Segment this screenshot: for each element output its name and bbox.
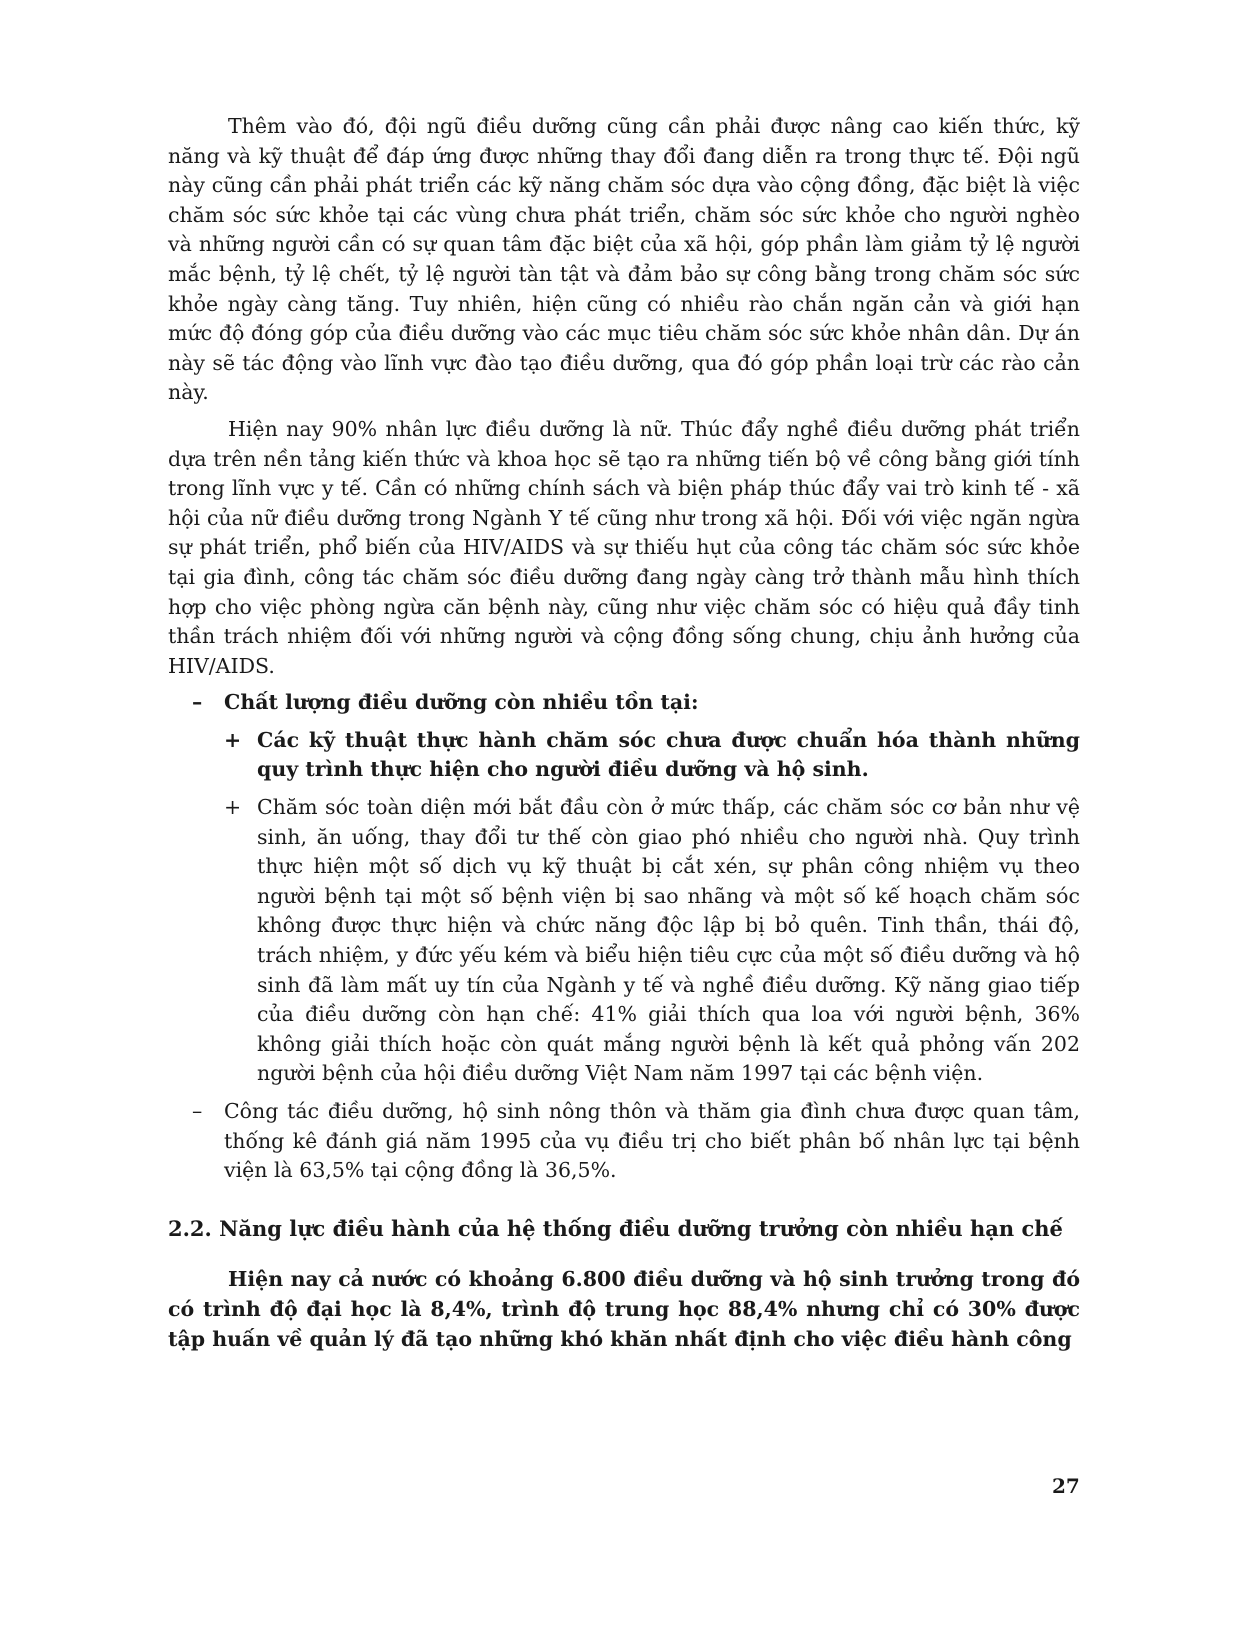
list-item-rural-nursing (168, 1097, 1080, 1186)
page-body (168, 112, 1080, 1361)
page-number: 27 (1052, 1474, 1080, 1498)
plus-bullet: + (224, 727, 242, 752)
section-heading: 2.2. Năng lực điều hành của hệ thống điều dưỡng trưởng còn nhiều hạn chế (168, 1215, 1063, 1241)
plus-bullet: + (224, 795, 242, 820)
dash-bullet: – (192, 1099, 203, 1123)
list-item-text: Chất lượng điều dưỡng còn nhiều tồn tại: (224, 690, 699, 715)
paragraph-1: Thêm vào đó, đội ngũ điều dưỡng cũng cần phải được nâng cao kiến thức, kỹ năng và kỹ thuật để đáp ứng được những thay đổi đang diễn ra trong thực tế. Đội ngũ này cũng cần phải phát triển các kỹ năng chăm sóc dựa vào cộng đồng, đặc biệt là việc chăm sóc sức khỏe tại các vùng chưa phát triển, chăm sóc sức khỏe cho người nghèo và những người cần có sự quan tâm đặc biệt của xã hội, góp phần làm giảm tỷ lệ người mắc bệnh, tỷ lệ chết, tỷ lệ người tàn tật và đảm bảo sự công bằng trong chăm sóc sức khỏe ngày càng tăng. Tuy nhiên, hiện cũng có nhiều rào chắn ngăn cản và giới hạn mức độ đóng góp của điều dưỡng vào các mục tiêu chăm sóc sức khỏe nhân dân. Dự án này sẽ tác động vào lĩnh vực đào tạo điều dưỡng, qua đó góp phần loại trừ các rào cản này. (168, 114, 1080, 405)
sublist-item-text: Chăm sóc toàn diện mới bắt đầu còn ở mức thấp, các chăm sóc cơ bản như vệ sinh, ăn uống, thay đổi tư thế còn giao phó nhiều cho người nhà. Quy trình thực hiện một số dịch vụ kỹ thuật bị cắt xén, sự phân công nhiệm vụ theo người bệnh tại một số bệnh viện bị sao nhãng và một số kế hoạch chăm sóc không được thực hiện và chức năng độc lập bị bỏ quên. Tinh thần, thái độ, trách nhiệm, y đức yếu kém và biểu hiện tiêu cực của một số điều dưỡng và hộ sinh đã làm mất uy tín của Ngành y tế và nghề điều dưỡng. Kỹ năng giao tiếp của điều dưỡng còn hạn chế: 41% giải thích qua loa với người bệnh, 36% không giải thích hoặc còn quát mắng người bệnh là kết quả phỏng vấn 202 người bệnh của hội điều dưỡng Việt Nam năm 1997 tại các bệnh viện. (257, 795, 1080, 1086)
sublist-item-techniques (168, 726, 1080, 785)
list-item-quality (168, 688, 1080, 718)
paragraph-3: Hiện nay cả nước có khoảng 6.800 điều dưỡng và hộ sinh trưởng trong đó có trình độ đại học là 8,4%, trình độ trung học 88,4% nhưng chỉ có 30% được tập huấn về quản lý đã tạo những khó khăn nhất định cho việc điều hành công (168, 1267, 1080, 1351)
list-item-text: Công tác điều dưỡng, hộ sinh nông thôn và thăm gia đình chưa được quan tâm, thống kê đánh giá năm 1995 của vụ điều trị cho biết phân bố nhân lực tại bệnh viện là 63,5% tại cộng đồng là 36,5%. (224, 1099, 1080, 1183)
sublist-item-text: Các kỹ thuật thực hành chăm sóc chưa được chuẩn hóa thành những quy trình thực hiện cho người điều dưỡng và hộ sinh. (257, 727, 1080, 782)
dash-bullet: – (192, 690, 203, 715)
paragraph-2: Hiện nay 90% nhân lực điều dưỡng là nữ. Thúc đẩy nghề điều dưỡng phát triển dựa trên nền tảng kiến thức và khoa học sẽ tạo ra những tiến bộ về công bằng giới tính trong lĩnh vực y tế. Cần có những chính sách và biện pháp thúc đẩy vai trò kinh tế - xã hội của nữ điều dưỡng trong Ngành Y tế cũng như trong xã hội. Đối với việc ngăn ngừa sự phát triển, phổ biến của HIV/AIDS và sự thiếu hụt của công tác chăm sóc sức khỏe tại gia đình, công tác chăm sóc điều dưỡng đang ngày càng trở thành mẫu hình thích hợp cho việc phòng ngừa căn bệnh này, cũng như việc chăm sóc có hiệu quả đầy tinh thần trách nhiệm đối với những người và cộng đồng sống chung, chịu ảnh hưởng của HIV/AIDS. (168, 416, 1080, 678)
sublist-item-comprehensive-care (168, 793, 1080, 1089)
